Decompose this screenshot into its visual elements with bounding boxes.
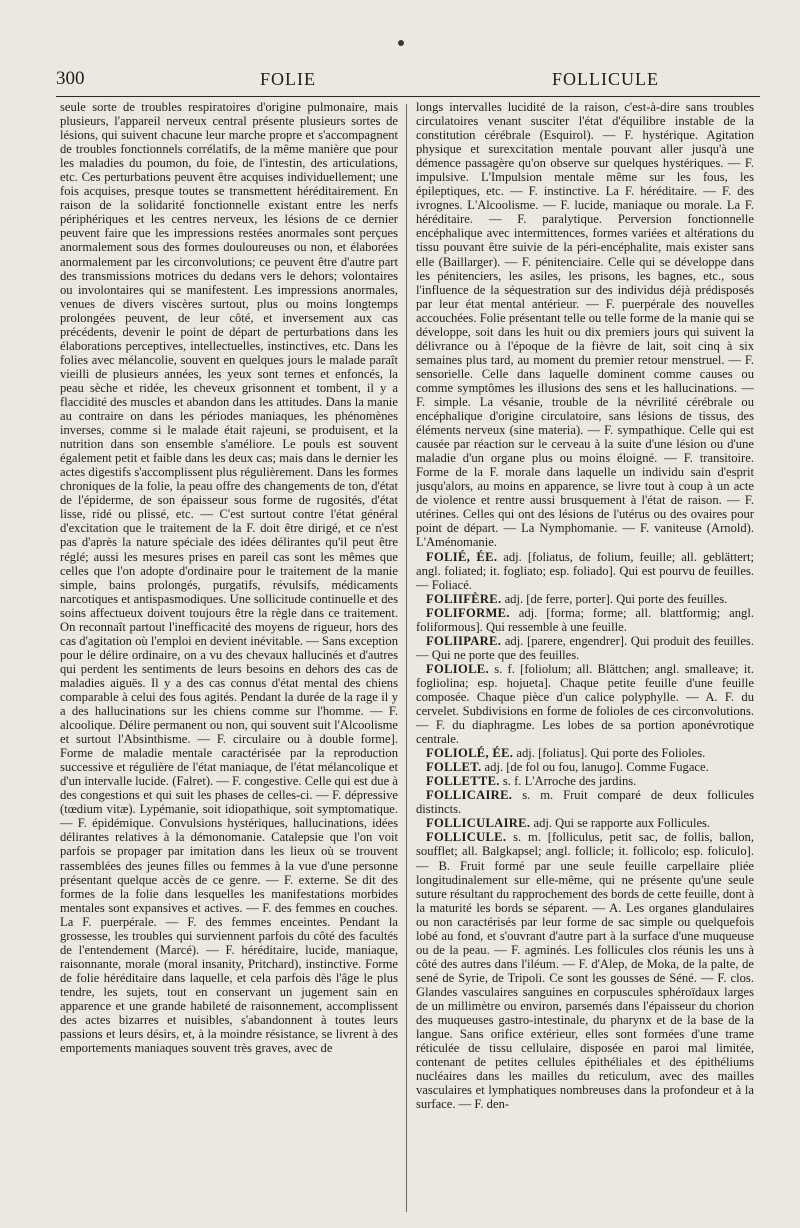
entry-text: adj. [de fol ou fou, lanugo]. Comme Fugace. [481,760,709,775]
entry-foliipare [416,634,754,662]
entry-headword: FOLIÉ, ÉE. [426,549,498,564]
entry-text: s. m. [folliculus, petit sac, de follis, ballon, soufflet; all. Balgkapsel; angl. follicle; it. follicolo; esp. foliculo]. — B. Fruit formé par une seule feuille carpellaire pliée longitudinalement sur elle-même, qui ne présente qu'une seule suture résultant du rapprochement des bords de cette feuille, dont à la maturité les bords se séparent. — A. Les organes glandulaires ou non caractérisés par leur forme de sac simple ou quelquefois lobé au fond, et s'ouvrant d'autre part à la surface d'une muqueuse ou de la peau. — F. agminés. Les follicules clos réunis les uns à côté des autres dans l'iléum. — F. d'Alep, de Moka, de la palte, de sené de Syrie, de Tripoli. Ce sont les gousses de Séné. — F. clos. Glandes vasculaires sanguines en corpuscules sphéroïdaux larges de un millimètre ou environ, parsemés dans l'épaisseur du chorion des muqueuses gastro-intestinale, du pharynx et de la base de la langue. Sans orifice extérieur, elles sont formées d'une trame réticulée de tissu cellulaire, disposée en paroi mal limitée, contenant de petites cellules épithéliales et des épithéliums nucléaires dans les mailles du reticulum, avec des mailles vasculaires et lymphatiques nombreuses dans la profondeur et à la surface. — F. den- [416,830,754,1112]
page-header [56,62,760,97]
entry-headword: FOLLICULAIRE. [426,816,531,831]
left-column [60,100,398,1210]
print-mark [398,40,404,46]
right-column [416,100,754,1210]
entry-headword: FOLIOLÉ, ÉE. [426,746,514,761]
entry-headword: FOLIIFÈRE. [426,591,502,606]
running-head-right: FOLLICULE [552,69,659,89]
entry-text: s. f. L'Arroche des jardins. [499,774,637,789]
entry-headword: FOLIIPARE. [426,633,502,648]
entry-text: s. m. Fruit comparé de deux follicules distincts. [416,788,754,817]
column-divider [406,104,407,1212]
entry-follicule [416,830,754,1111]
entry-text: adj. [foliatus]. Qui porte des Folioles. [513,746,706,761]
entry-headword: FOLLICAIRE. [426,788,513,803]
entry-text: adj. [de ferre, porter]. Qui porte des feuilles. [501,591,728,606]
entry-follette [416,774,754,788]
entry-text: adj. Qui se rapporte aux Follicules. [530,816,711,831]
entry-foliole-ee [416,746,754,760]
entry-text: adj. [parere, engendrer]. Qui produit des feuilles. — Qui ne porte que des feuilles. [416,633,754,662]
page-number: 300 [56,68,85,89]
entry-text: s. f. [foliolum; all. Blättchen; angl. smalleave; it. fogliolina; esp. hojueta]. Chaque petite feuille d'une feuille composée. Chaque pièce d'un calice polyphylle. — A. F. du cervelet. Subdivisions en forme de folioles de ces circonvolutions. — F. du diaphragme. Les lobes de sa portion aponévrotique centrale. [416,661,754,747]
entry-foliforme [416,606,754,634]
entry-headword: FOLIFORME. [426,605,510,620]
entry-foliifere [416,592,754,606]
entry-follicaire [416,788,754,816]
running-head-left: FOLIE [260,69,316,89]
entry-headword: FOLIOLE. [426,661,489,676]
entry-follet [416,760,754,774]
entry-foliole [416,662,754,746]
entry-folliculaire [416,816,754,830]
entry-headword: FOLLETTE. [426,774,500,789]
entry-headword: FOLLET. [426,760,482,775]
entry-headword: FOLLICULE. [426,830,507,845]
right-column-continuation: longs intervalles lucidité de la raison, c'est-à-dire sans troubles circulatoires venant susciter l'état d'équilibre instable de la constitution cérébrale (Esquirol). — F. hystérique. Agitation physique et surexcitation mentale pouvant aller jusqu'à une démence passagère qu'on observe sur quelques hystériques. — F. impulsive. L'Impulsion mentale même sur les fous, les épileptiques, etc. — F. instinctive. La F. héréditaire. — F. des ivrognes. L'Alcoolisme. — F. lucide, maniaque ou morale. La F. héréditaire. — F. paralytique. Perversion fonctionnelle encéphalique avec intermittences, formes variées et altérations du tissu pouvant être suivie de la péri-encéphalite, mais exister sans elle (Baillarger). — F. pénitenciaire. Celle qui se développe dans les pénitenciers, les asiles, les prisons, les bagnes, etc., sous l'influence de la séquestration sur des individus déjà prédisposés par leur état mental antérieur. — F. puerpérale des nouvelles accouchées. Folie présentant telle ou telle forme de la manie qui se développe, soit dans les huit ou dix premiers jours qui suivent la délivrance ou à l'époque de la fièvre de lait, soit cinq à six semaines plus tard, au moment du premier retour menstruel. — F. sensorielle. Celle dans laquelle dominent comme causes ou comme symptômes les illusions des sens et les hallucinations. — F. simple. La vésanie, trouble de la névrilité cérébrale ou encéphalique d'origine circulatoire, sans lésions de tissus, des éléments nerveux (sine materia). — F. sympathique. Celle qui est causée par réaction sur le cerveau à la suite d'une lésion ou d'une maladie d'un organe plus ou moins éloigné. — F. transitoire. Forme de la F. morale dans laquelle un individu sain d'esprit jusqu'alors, au moins en apparence, se livre tout à coup à un acte de violence et rentre aussi brusquement à l'état de raison. — F. utérines. Celles qui ont des lésions de l'utérus ou des ovaires pour point de départ. — La Nymphomanie. — F. vaniteuse (Arnold). L'Aménomanie. [416,100,754,550]
entry-text: adj. [forma; forme; all. blattformig; angl. foliformous]. Qui ressemble à une feuille. [416,605,754,634]
left-column-text: seule sorte de troubles respiratoires d'origine pulmonaire, mais plusieurs, l'appareil nerveux central présente plusieurs sortes de lésions, qui suivent chacune leur marche propre et s'accompagnent de troubles fonctionnels corrélatifs, de la même manière que pour les maladies du poumon, du foie, de l'intestin, des articulations, etc. Ces perturbations peuvent être acquises individuellement; une fois acquises, presque toutes se transmettent héréditairement. En raison de la solidarité fonctionnelle existant entre les nerfs périphériques et les centres nerveux, les lésions de ce dernier peuvent faire que les impressions restées anormales sont perçues anormalement sous des formes douloureuses ou non, et élaborées anormalement par les circonvolutions; ce peuvent être d'autre part des transmissions motrices du dedans vers le dehors; volontaires ou involontaires qui se manifestent. Les impressions anormales, venues de divers viscères surtout, plus ou moins longtemps prolongées peuvent, de leur côté, et inversement aux cas précédents, devenir le point de départ de perturbations dans les élaborations perceptives, intellectuelles, instinctives, etc. Dans les folies avec mélancolie, souvent en quelques jours le malade paraît vieilli de plusieurs années, les yeux sont ternes et enfoncés, la peau sèche et ridée, les cheveux grisonnent et tombent, il y a flaccidité des muscles et abandon dans les attitudes. Dans la manie au contraire on dans les périodes maniaques, les phénomènes inverses, comme si le malade était rajeuni, se produisent, et la nutrition dans son ensemble s'améliore. Le pouls est souvent également petit et faible dans les deux cas; mais dans le dernier les actes digestifs s'accomplissent plus régulièrement. Dans les formes chroniques de la folie, la peau offre des changements de ton, d'état de l'épiderme, de son épaisseur sous forme de rugosités, d'état lisse, ridé ou plissé, etc. — C'est surtout contre l'état général d'excitation que le traitement de la F. doit être dirigé, et ce n'est pas d'après la nature spéciale des idées délirantes qu'il peut être réglé; aussi les mesures prises en pareil cas sont les mêmes que celles que l'on adopte d'ordinaire pour le traitement de la manie simple, bains prolongés, purgatifs, révulsifs, médicaments narcotiques et antispasmodiques. Une sollicitude continuelle et des soins affectueux doivent toujours être la règle dans ce traitement. On reconnaît partout l'inefficacité des moyens de rigueur, hors des cas d'agitation où l'emploi en devient inévitable. — Sans exception pour le délire ordinaire, on a vu des chevaux hallucinés et d'autres qui perdent les sentiments de leurs besoins en dehors des cas de maladies aiguës. Il y a des cas connus d'état mental des chiens comparable à celui des fous agités. Pendant la durée de la rage il y a des hallucinations sur les chiens comme sur l'homme. — F. alcoolique. Délire permanent ou non, qui souvent suit l'Alcoolisme et surtout l'Absinthisme. — F. circulaire ou à double forme]. Forme de maladie mentale caractérisée par la reproduction successive et régulière de l'état maniaque, de l'état mélancolique et d'un intervalle lucide. (Falret). — F. congestive. Celle qui est due à des congestions et qui suit les phases de celles-ci. — F. dépressive (tœdium vitæ). Lypémanie, soit idiopathique, soit symptomatique. — F. épidémique. Convulsions hystériques, hallucinations, idées délirantes relatives à la démonomanie. Catalepsie que l'on voit parfois se propager par imitation dans les lieux où se trouvent rassemblées des jeunes filles ou femmes à la vue d'une personne présentant quelque accès de ce genre. — F. externe. Se dit des formes de la folie dans lesquelles les manifestations morbides mentales sont expansives et actives. — F. des femmes en couches. La F. puerpérale. — F. des femmes enceintes. Pendant la grossesse, les troubles qui surviennent parfois du côté des facultés de l'entendement (Marcé). — F. héréditaire, lucide, maniaque, raisonnante, morale (moral insanity, Pritchard), instinctive. Forme de folie héréditaire dans laquelle, et cela parfois dès l'âge le plus tendre, les sujets, tout en conservant un jugement sain en apparence et une grande habileté de raisonnement, accomplissent des actes bizarres et nuisibles, s'abandonnent à toutes leurs passions et leurs désirs, et, à la moindre résistance, se livrent à des emportements maniaques souvent très graves, avec de [60,100,398,1056]
entry-text: adj. [foliatus, de folium, feuille; all. geblättert; angl. foliated; it. fogliato; esp. foliado]. Qui est pourvu de feuilles. — Foliacé. [416,549,754,592]
entry-folie-ee [416,550,754,592]
